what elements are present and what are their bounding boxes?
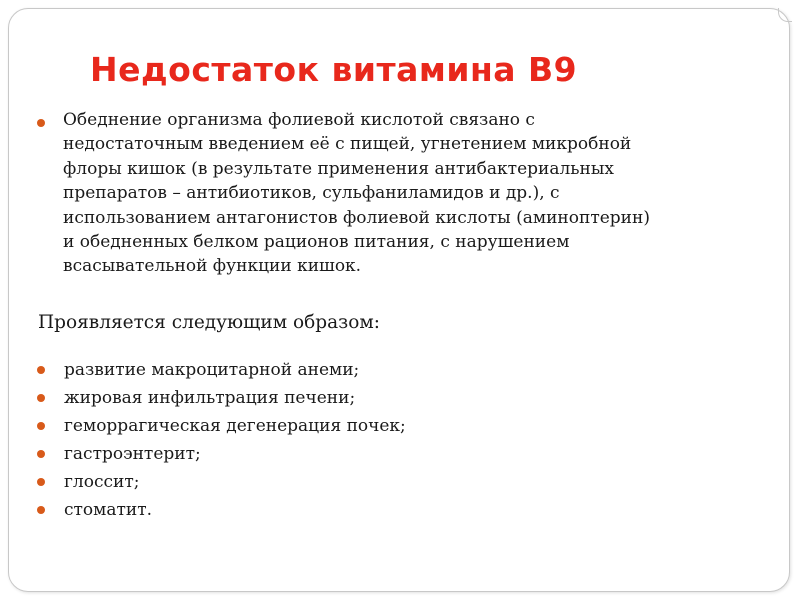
symptoms-heading: Проявляется следующим образом: (38, 312, 380, 333)
bullet-icon (37, 478, 45, 486)
list-item (0, 412, 500, 440)
symptom-text: гастроэнтерит; (64, 444, 201, 464)
symptom-text: глоссит; (64, 472, 140, 492)
intro-bullet-icon (37, 119, 45, 127)
list-item (0, 468, 500, 496)
list-item (0, 440, 500, 468)
symptom-text: развитие макроцитарной анеми; (64, 360, 360, 380)
intro-paragraph: Обеднение организма фолиевой кислотой связано с недостаточным введением её с пищей, угнетением микробной флоры кишок (в результате применения антибактериальных препаратов – антибиотиков, сульфаниламидов и др.), с использованием антагонистов фолиевой кислоты (аминоптерин) и обедненных белком рационов питания, с нарушением всасывательной функции кишок. (63, 110, 650, 277)
slide-title: Недостаток витамина В9 (90, 50, 578, 89)
symptom-text: геморрагическая дегенерация почек; (64, 416, 406, 436)
bullet-icon (37, 422, 45, 430)
symptom-text: стоматит. (64, 500, 153, 520)
bullet-icon (37, 450, 45, 458)
list-item (0, 496, 500, 524)
list-item (0, 356, 500, 384)
bullet-icon (37, 506, 45, 514)
bullet-icon (37, 394, 45, 402)
list-item (0, 384, 500, 412)
symptom-text: жировая инфильтрация печени; (64, 388, 356, 408)
bullet-icon (37, 366, 45, 374)
